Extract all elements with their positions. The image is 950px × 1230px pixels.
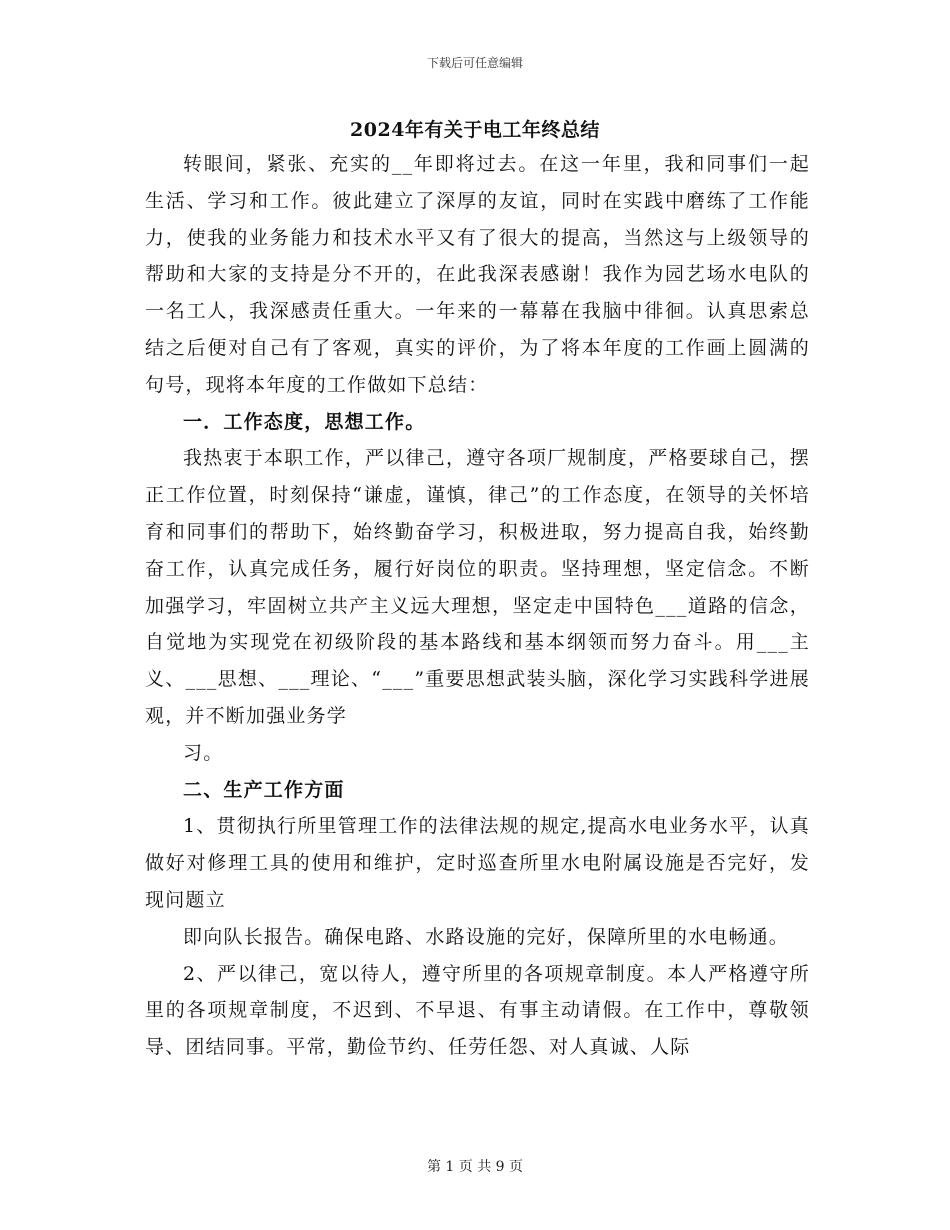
paragraph-intro: 转眼间，紧张、充实的__年即将过去。在这一年里，我和同事们一起生活、学习和工作。彼此建立了深厚的友谊，同时在实践中磨练了工作能力，使我的业务能力和技术水平又有了很大的提高，当然这与上级领导的帮助和大家的支持是分不开的，在此我深表感谢！我作为园艺场水电队的一名工人，我深感责任重大。一年来的一幕幕在我脑中徘徊。认真思索总结之后便对自己有了客观，真实的评价，为了将本年度的工作画上圆满的句号，现将本年度的工作做如下总结： xyxy=(145,153,810,396)
paragraph-production-1: 1、贯彻执行所里管理工作的法律法规的规定,提高水电业务水平，认真做好对修理工具的使用和维护，定时巡查所里水电附属设施是否完好，发现问题立 xyxy=(145,815,810,911)
paragraph-attitude: 我热衷于本职工作，严以律己，遵守各项厂规制度，严格要球自己，摆正工作位置，时刻保持“谦虚，谨慎，律己”的工作态度，在领导的关怀培育和同事们的帮助下，始终勤奋学习，积极进取，努力提高自我，始终勤奋工作，认真完成任务，履行好岗位的职责。坚持理想，坚定信念。不断加强学习，牢固树立共产主义远大理想，坚定走中国特色___道路的信念，自觉地为实现党在初级阶段的基本路线和基本纲领而努力奋斗。用___主义、___思想、___理论、“___”重要思想武装头脑，深化学习实践科学进展观，并不断加强业务学 xyxy=(145,447,810,727)
section-heading-attitude: 一．工作态度，思想工作。 xyxy=(183,410,426,433)
paragraph-production-2: 2、严以律己，宽以待人，遵守所里的各项规章制度。本人严格遵守所里的各项规章制度，不迟到、不早退、有事主动请假。在工作中，尊敬领导、团结同事。平常，勤俭节约、任劳任怨、对人真诚、人际 xyxy=(145,962,810,1059)
page-number: 第 1 页 共 9 页 xyxy=(426,1159,524,1175)
document-title: 2024年有关于电工年终总结 xyxy=(350,119,600,141)
document-body xyxy=(145,146,810,1066)
paragraph-production-1-continued: 即向队长报告。确保电路、水路设施的完好，保障所里的水电畅通。 xyxy=(183,925,790,948)
section-heading-production: 二、生产工作方面 xyxy=(183,778,345,801)
header-note: 下载后可任意编辑 xyxy=(426,56,523,70)
paragraph-attitude-continued: 习。 xyxy=(183,741,224,764)
